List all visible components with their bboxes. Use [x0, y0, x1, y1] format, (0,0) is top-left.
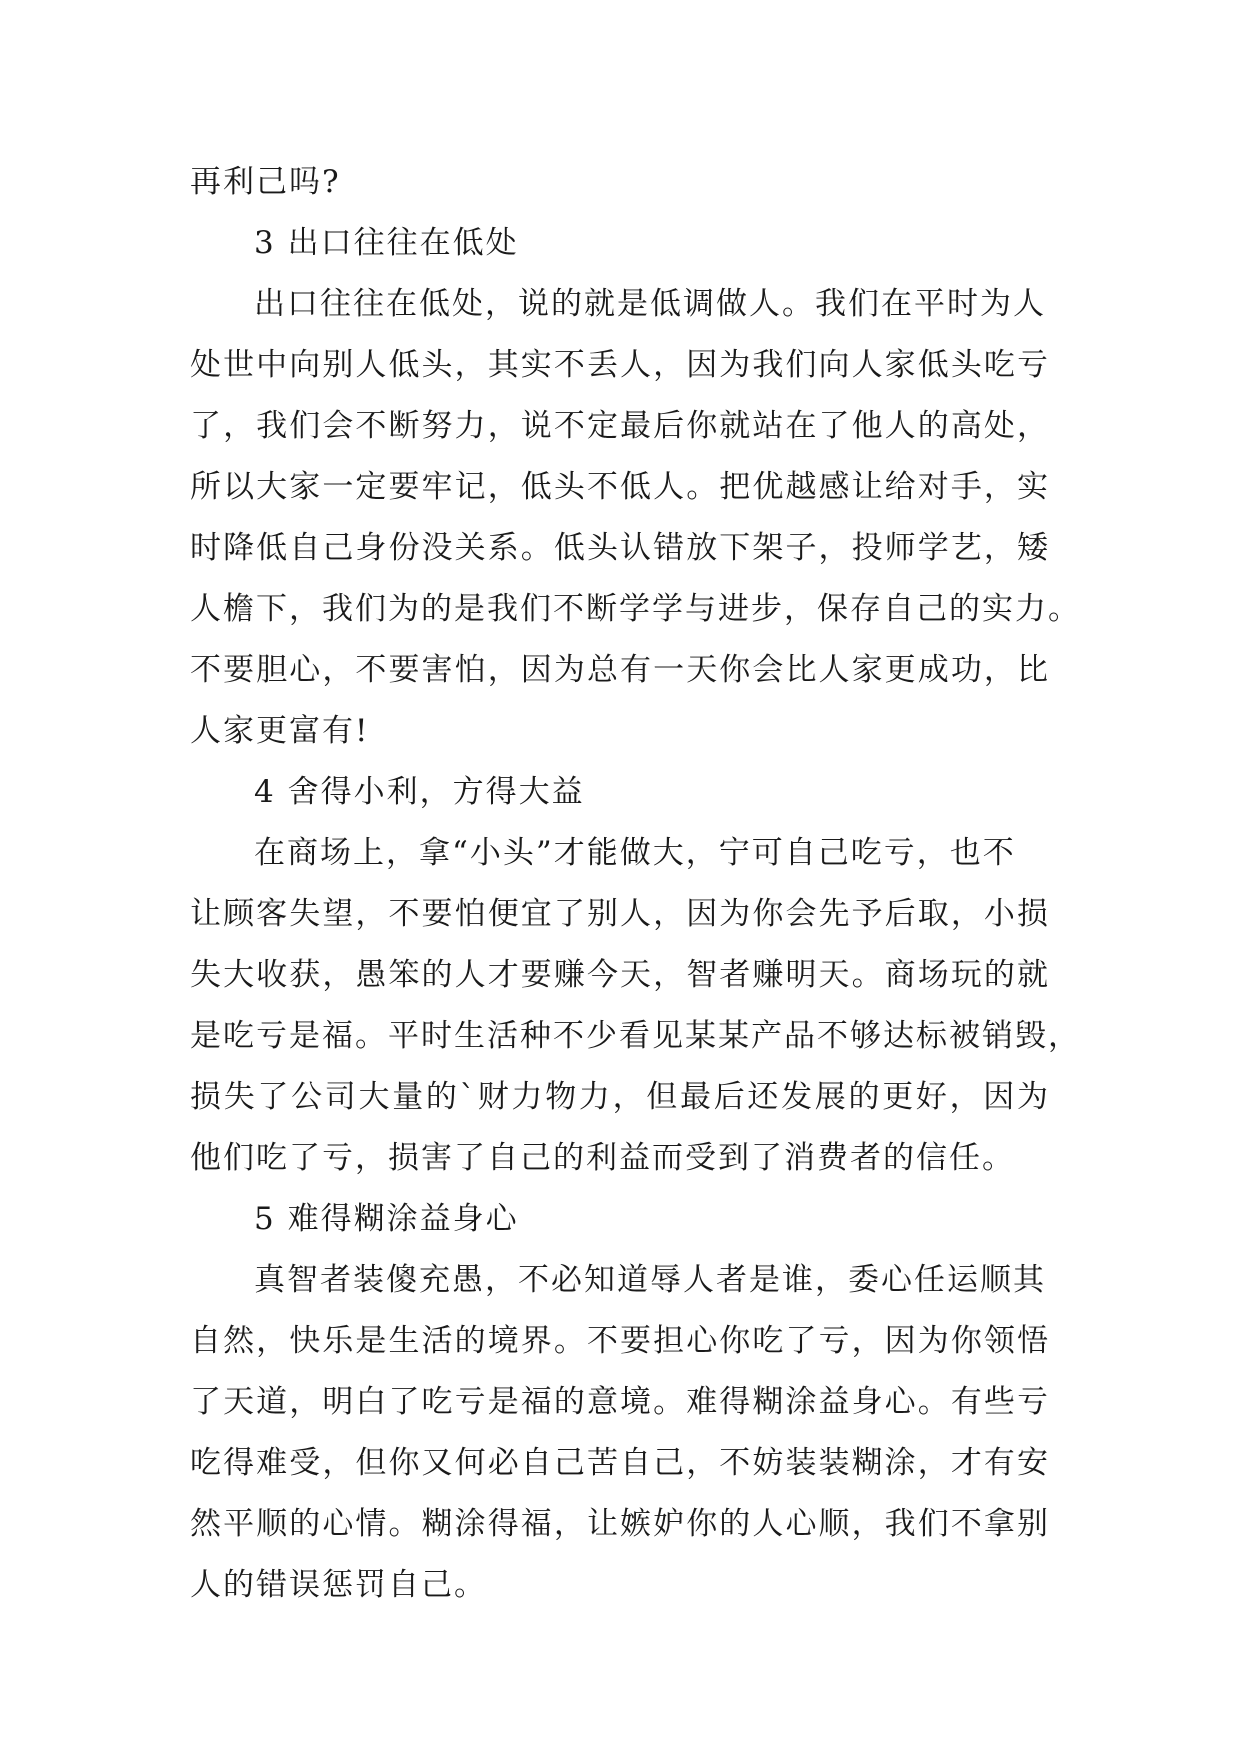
paragraph-line: 人檐下，我们为的是我们不断学学与进步，保存自己的实力。 — [190, 591, 1081, 627]
paragraph-line: 然平顺的心情。糊涂得福，让嫉妒你的人心顺，我们不拿别 — [190, 1506, 1050, 1542]
paragraph-line: 在商场上，拿“小头”才能做大，宁可自己吃亏，也不 — [254, 835, 1016, 871]
paragraph-line: 是吃亏是福。平时生活种不少看见某某产品不够达标被销毁， — [190, 1018, 1081, 1054]
paragraph-line: 再利己吗? — [190, 164, 341, 200]
paragraph-line: 出口往往在低处，说的就是低调做人。我们在平时为人 — [254, 286, 1046, 322]
paragraph-line: 损失了公司大量的`财力物力，但最后还发展的更好，因为 — [190, 1079, 1050, 1115]
section-heading: 5 难得糊涂益身心 — [254, 1201, 519, 1237]
paragraph-line: 了天道，明白了吃亏是福的意境。难得糊涂益身心。有些亏 — [190, 1384, 1050, 1420]
section-heading: 4 舍得小利，方得大益 — [254, 774, 585, 810]
paragraph-line: 真智者装傻充愚，不必知道辱人者是谁，委心任运顺其 — [254, 1262, 1046, 1298]
paragraph-line: 人家更富有! — [190, 713, 370, 749]
paragraph-line: 他们吃了亏，损害了自己的利益而受到了消费者的信任。 — [190, 1140, 1015, 1176]
paragraph-line: 失大收获，愚笨的人才要赚今天，智者赚明天。商场玩的就 — [190, 957, 1050, 993]
paragraph-line: 处世中向别人低头，其实不丢人，因为我们向人家低头吃亏 — [190, 347, 1050, 383]
paragraph-line: 自然，快乐是生活的境界。不要担心你吃了亏，因为你领悟 — [190, 1323, 1050, 1359]
paragraph-line: 时降低自己身份没关系。低头认错放下架子，投师学艺，矮 — [190, 530, 1050, 566]
paragraph-line: 所以大家一定要牢记，低头不低人。把优越感让给对手，实 — [190, 469, 1050, 505]
paragraph-line: 让顾客失望，不要怕便宜了别人，因为你会先予后取，小损 — [190, 896, 1050, 932]
paragraph-line: 人的错误惩罚自己。 — [190, 1567, 487, 1603]
section-heading: 3 出口往往在低处 — [254, 225, 519, 261]
paragraph-line: 吃得难受，但你又何必自己苦自己，不妨装装糊涂，才有安 — [190, 1445, 1050, 1481]
document-body — [190, 152, 1081, 1616]
paragraph-line: 不要胆心，不要害怕，因为总有一天你会比人家更成功，比 — [190, 652, 1050, 688]
paragraph-line: 了，我们会不断努力，说不定最后你就站在了他人的高处， — [190, 408, 1050, 444]
